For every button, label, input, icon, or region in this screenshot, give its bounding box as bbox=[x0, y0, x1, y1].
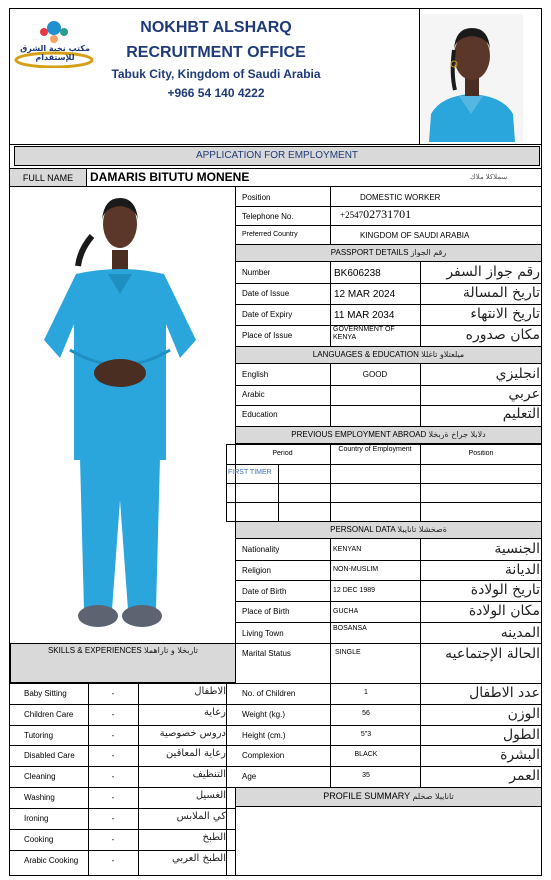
passport-number-arabic: رقم جواز السفر bbox=[446, 264, 540, 280]
arabic-label: Arabic bbox=[242, 390, 265, 399]
living-town-label: Living Town bbox=[242, 629, 284, 638]
languages-header-text: LANGUAGES & EDUCATION bbox=[312, 350, 419, 359]
position-value: DOMESTIC WORKER bbox=[360, 193, 441, 202]
expiry-date-arabic: تاريخ الانتهاء bbox=[470, 306, 540, 322]
children-value: 1 bbox=[364, 689, 368, 696]
birth-place-value: GUCHA bbox=[333, 608, 359, 615]
height-value: 5"3 bbox=[360, 731, 372, 738]
age-arabic: العمر bbox=[509, 768, 540, 784]
marital-status-label: Marital Status bbox=[242, 649, 291, 658]
skill-baby-sitting-value: - bbox=[111, 689, 115, 698]
skill-baby-sitting-label: Baby Sitting bbox=[24, 689, 67, 698]
headshot-photo bbox=[421, 14, 523, 142]
religion-value: NON-MUSLIM bbox=[333, 566, 379, 573]
full-name-row bbox=[9, 168, 542, 187]
company-subtitle: RECRUITMENT OFFICE bbox=[126, 44, 306, 61]
skill-children-care-label: Children Care bbox=[24, 710, 74, 719]
first-timer-text: FIRST TIMER bbox=[228, 469, 272, 476]
skill-arabic-cooking-value: - bbox=[111, 856, 115, 865]
expiry-date-label: Date of Expiry bbox=[242, 310, 293, 319]
skill-cleaning-label: Cleaning bbox=[24, 772, 56, 781]
height-arabic: الطول bbox=[502, 727, 540, 743]
weight-value: 56 bbox=[362, 710, 370, 717]
company-logo bbox=[14, 16, 96, 68]
complexion-label: Complexion bbox=[242, 751, 285, 760]
skill-disabled-care-value: - bbox=[111, 751, 115, 760]
profile-summary-text: PROFILE SUMMARY bbox=[323, 791, 410, 801]
skill-cooking-arabic: الطبخ bbox=[202, 832, 226, 843]
logo-arabic-text: مكتب نخبة الشرق للإستقدام bbox=[20, 44, 90, 62]
telephone-value: +254702731701 bbox=[340, 207, 412, 221]
weight-arabic: الوزن bbox=[507, 706, 540, 722]
passport-number-value: BK606238 bbox=[334, 268, 381, 279]
passport-header-text: PASSPORT DETAILS bbox=[330, 248, 409, 257]
full-name-label: FULL NAME bbox=[22, 173, 74, 183]
english-label: English bbox=[242, 370, 269, 379]
birth-place-arabic: مكان الولادة bbox=[468, 603, 540, 619]
birth-date-value: 12 DEC 1989 bbox=[333, 587, 376, 594]
full-body-photo bbox=[10, 190, 225, 642]
marital-status-arabic: الحالة الإجتماعيه bbox=[445, 646, 540, 662]
nationality-label: Nationality bbox=[242, 545, 280, 554]
issue-date-label: Date of Issue bbox=[242, 289, 290, 298]
skill-arabic-cooking-label: Arabic Cooking bbox=[24, 856, 79, 865]
skill-washing-arabic: الغسيل bbox=[195, 790, 226, 801]
place-of-issue-value: GOVERNMENT OF KENYA bbox=[333, 326, 395, 341]
skill-disabled-care-arabic: رعاية المعاقين bbox=[165, 748, 226, 759]
age-value: 35 bbox=[362, 772, 370, 779]
full-name-value: DAMARIS BITUTU MONENE bbox=[90, 170, 250, 184]
english-arabic: انجليزي bbox=[495, 366, 540, 382]
english-value: GOOD bbox=[362, 370, 388, 379]
place-of-issue-label: Place of Issue bbox=[242, 331, 293, 340]
children-label: No. of Children bbox=[242, 689, 296, 698]
place-of-issue-arabic: مكان صدوره bbox=[465, 327, 540, 343]
country-column: Country of Employment bbox=[338, 446, 412, 453]
skill-ironing-label: Ironing bbox=[24, 814, 49, 823]
nationality-value: KENYAN bbox=[333, 546, 362, 553]
full-name-arabic: سملاكلا ملاك bbox=[470, 174, 508, 181]
nationality-arabic: الجنسية bbox=[494, 541, 540, 557]
previous-employment-text: PREVIOUS EMPLOYMENT ABROAD bbox=[291, 430, 427, 439]
complexion-arabic: البشرة bbox=[500, 747, 540, 763]
company-location: Tabuk City, Kingdom of Saudi Arabia bbox=[111, 67, 321, 81]
position-column: Position bbox=[468, 450, 494, 457]
education-arabic: التعليم bbox=[502, 406, 540, 422]
skill-cooking-value: - bbox=[111, 835, 115, 844]
birth-date-arabic: تاريخ الولادة bbox=[470, 582, 540, 598]
expiry-date-value: 11 MAR 2034 bbox=[334, 310, 395, 321]
complexion-value: BLACK bbox=[354, 751, 378, 758]
religion-label: Religion bbox=[242, 566, 271, 575]
skills-header-text: SKILLS & EXPERIENCES bbox=[47, 646, 142, 655]
company-phone: +966 54 140 4222 bbox=[167, 86, 265, 100]
skill-cleaning-value: - bbox=[111, 772, 115, 781]
birth-place-label: Place of Birth bbox=[242, 607, 290, 616]
skill-children-care-value: - bbox=[111, 710, 115, 719]
position-label: Position bbox=[242, 193, 271, 202]
arabic-arabic: عربي bbox=[508, 386, 540, 402]
skill-children-care-arabic: رعاية bbox=[204, 707, 226, 718]
education-label: Education bbox=[242, 410, 278, 419]
marital-status-value: SINGLE bbox=[335, 649, 361, 656]
skill-tutoring-arabic: دروس خصوصية bbox=[159, 728, 226, 739]
weight-label: Weight (kg.) bbox=[242, 710, 285, 719]
religion-arabic: الديانة bbox=[504, 562, 540, 578]
issue-date-value: 12 MAR 2024 bbox=[334, 289, 396, 300]
issue-date-arabic: تاريخ المسالة bbox=[462, 285, 540, 301]
company-name: NOKHBT ALSHARQ bbox=[140, 19, 292, 36]
age-label: Age bbox=[242, 772, 257, 781]
skill-washing-value: - bbox=[111, 793, 115, 802]
living-town-value: BOSANSA bbox=[333, 625, 367, 632]
skill-ironing-value: - bbox=[111, 814, 115, 823]
skill-arabic-cooking-arabic: الطبخ العربي bbox=[172, 853, 226, 864]
skill-tutoring-label: Tutoring bbox=[24, 731, 54, 740]
living-town-arabic: المدينه bbox=[500, 625, 540, 641]
application-title: APPLICATION FOR EMPLOYMENT bbox=[195, 150, 359, 161]
height-label: Height (cm.) bbox=[242, 731, 286, 740]
period-column: Period bbox=[272, 450, 293, 457]
children-arabic: عدد الاطفال bbox=[469, 685, 540, 701]
skill-tutoring-value: - bbox=[111, 731, 115, 740]
skill-ironing-arabic: كي الملابس bbox=[176, 811, 226, 822]
preferred-country-value: KINGDOM OF SAUDI ARABIA bbox=[360, 231, 470, 240]
skill-washing-label: Washing bbox=[24, 793, 55, 802]
telephone-label: Telephone No. bbox=[242, 212, 294, 221]
birth-date-label: Date of Birth bbox=[242, 587, 287, 596]
passport-number-label: Number bbox=[242, 268, 271, 277]
preferred-country-label: Preferred Country bbox=[242, 231, 298, 238]
skill-baby-sitting-arabic: الاطفال bbox=[194, 686, 226, 697]
personal-data-text: PERSONAL DATA bbox=[330, 525, 396, 534]
skill-disabled-care-label: Disabled Care bbox=[24, 751, 75, 760]
skill-cleaning-arabic: التنظيف bbox=[192, 769, 226, 780]
skill-cooking-label: Cooking bbox=[24, 835, 54, 844]
